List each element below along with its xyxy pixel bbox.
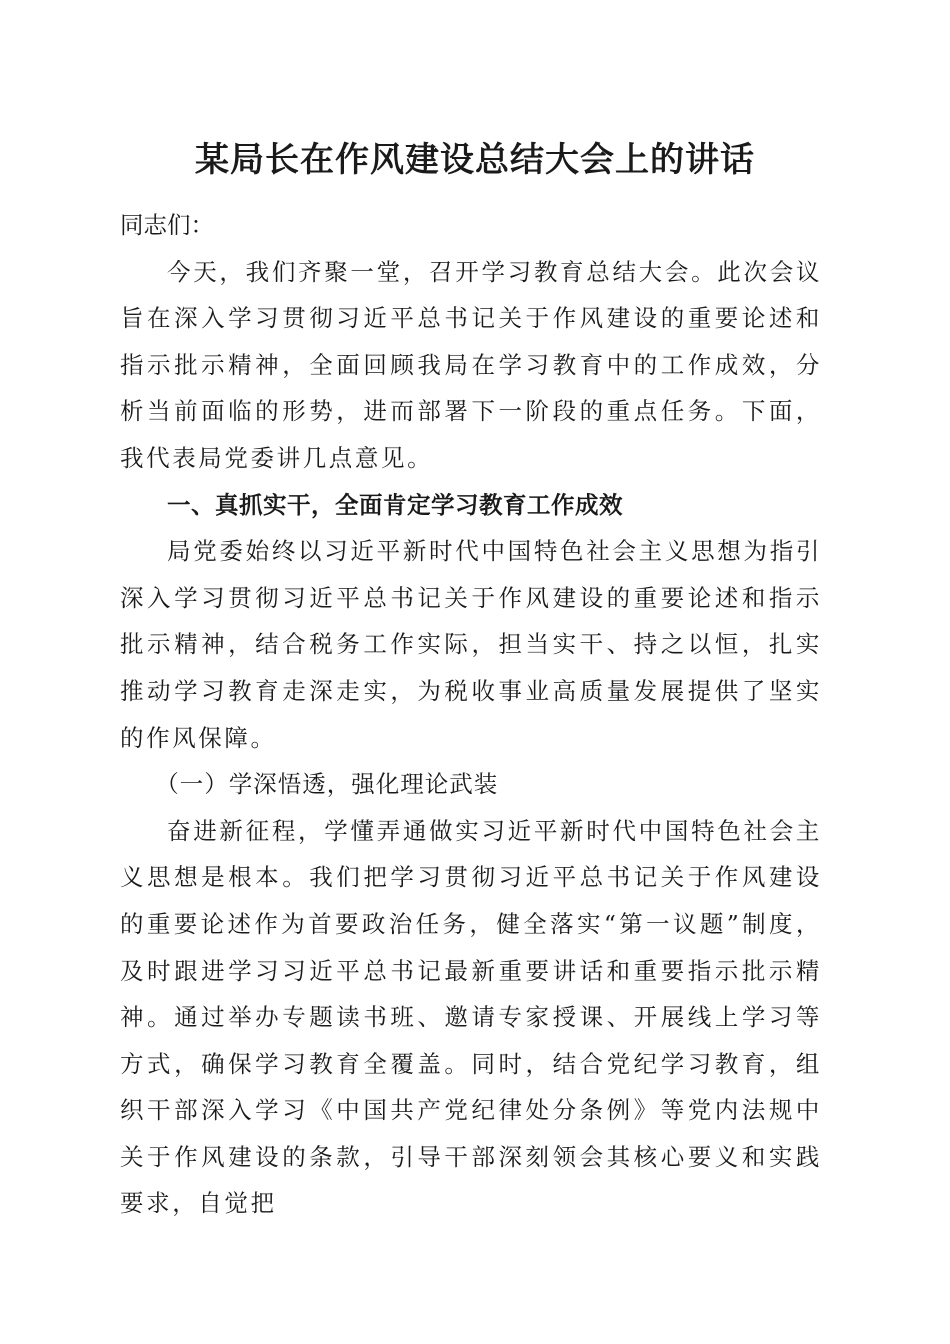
intro-paragraph: 今天，我们齐聚一堂，召开学习教育总结大会。此次会议旨在深入学习贯彻习近平总书记关于作风建设的重要论述和指示批示精神，全面回顾我局在学习教育中的工作成效，分析当前面临的形势，进而部署下一阶段的重点任务。下面，我代表局党委讲几点意见。: [120, 257, 822, 472]
section-1-paragraph: 局党委始终以习近平新时代中国特色社会主义思想为指引深入学习贯彻习近平总书记关于作风建设的重要论述和指示批示精神，结合税务工作实际，担当实干、持之以恒，扎实推动学习教育走深走实，为税收事业高质量发展提供了坚实的作风保障。: [120, 537, 822, 752]
document-body: [120, 202, 822, 1227]
section-heading-1: 一、真抓实干，全面肯定学习教育工作成效: [167, 490, 623, 519]
salutation: 同志们：: [120, 211, 214, 239]
subsection-heading-1: （一）学深悟透，强化理论武装: [155, 770, 499, 799]
document-title: 某局长在作风建设总结大会上的讲话: [195, 140, 755, 180]
subsection-1-paragraph: 奋进新征程，学懂弄通做实习近平新时代中国特色社会主义思想是根本。我们把学习贯彻习近平总书记关于作风建设的重要论述作为首要政治任务，健全落实“第一议题”制度，及时跟进学习习近平总书记最新重要讲话和重要指示批示精神。通过举办专题读书班、邀请专家授课、开展线上学习等方式，确保学习教育全覆盖。同时，结合党纪学习教育，组织干部深入学习《中国共产党纪律处分条例》等党内法规中关于作风建设的条款，引导干部深刻领会其核心要义和实践要求，自觉把: [120, 816, 822, 1218]
